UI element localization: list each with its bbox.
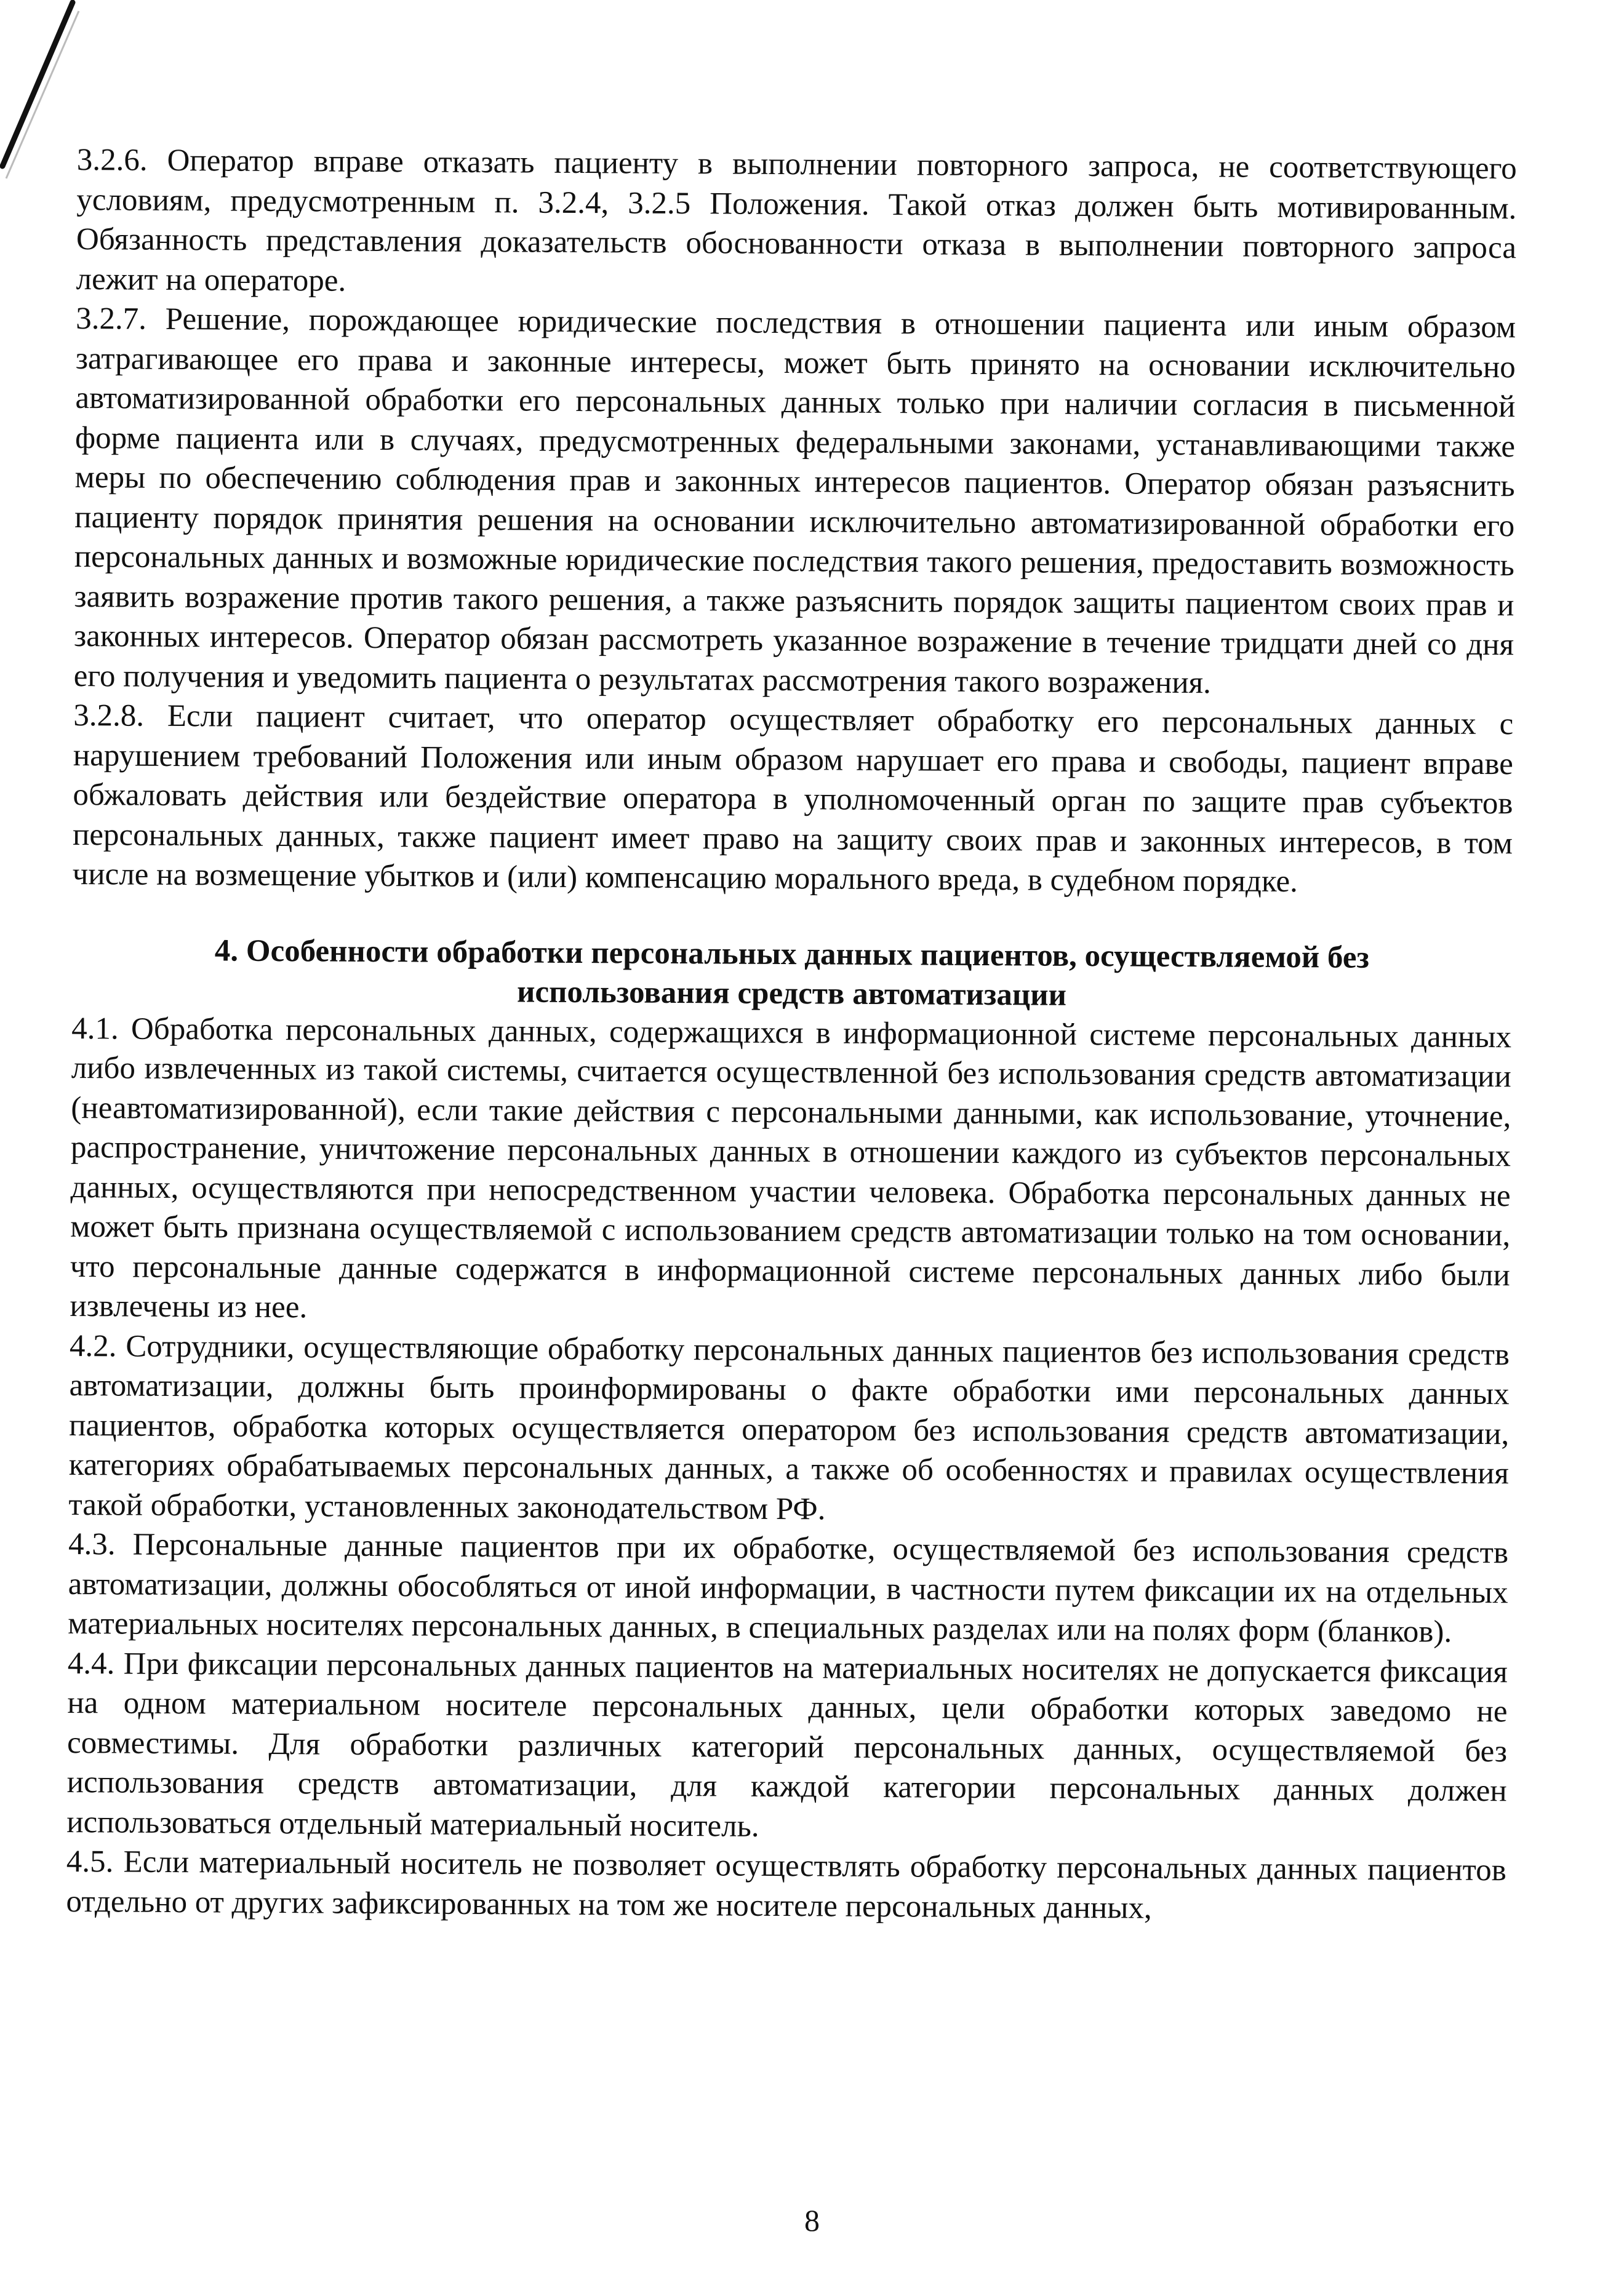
clause-4-5: 4.5. Если материальный носитель не позволяет осуществлять обработку персональных данных пациентов отдельно от других зафиксированных на том же носителе персональных данных, [66,1844,1507,1926]
clause-4-1: 4.1. Обработка персональных данных, содержащихся в информационной системе персональных данных либо извлеченных из такой системы, считается осуществленной без использования средств автоматизации (неавтоматизированной), если такие действия с персональными данными, как использование, уточнение, распространение, уничтожение персональных данных в отношении каждого из субъектов персональных данных, осуществляются при непосредственном участии человека. Обработка персональных данных не может быть признана осуществляемой с использованием средств автоматизации только на том основании, что персональные данные содержатся в информационной системе персональных данных либо были извлечены из нее. [70,1011,1512,1325]
clause-3-2-8: 3.2.8. Если пациент считает, что оператор осуществляет обработку его персональных данных с нарушением требований Положения или иным образом нарушает его права и свободы, пациент вправе обжаловать действия или бездействие оператора в уполномоченный орган по защите прав субъектов персональных данных, также пациент имеет право на защиту своих прав и законных интересов, в том числе на возмещение убытков и (или) компенсацию морального вреда, в судебном порядке. [72,698,1514,899]
document-page [66,140,1517,1930]
clause-4-3: 4.3. Персональные данные пациентов при их обработке, осуществляемой без использования средств автоматизации, должны обособляться от иной информации, в частности путем фиксации их на отдельных материальных носителях персональных данных, в специальных разделах или на полях форм (бланков). [68,1526,1509,1649]
clause-4-2: 4.2. Сотрудники, осуществляющие обработку персональных данных пациентов без использования средств автоматизации, должны быть проинформированы о факте обработки ими персональных данных пациентов, обработка которых осуществляется оператором без использования средств автоматизации, категориях обрабатываемых персональных данных, а также об особенностях и правилах осуществления такой обработки, установленных законодательством РФ. [68,1328,1510,1526]
clause-4-4: 4.4. При фиксации персональных данных пациентов на материальных носителях не допускается фиксация на одном материальном носителе персональных данных, цели обработки которых заведомо не совместимы. Для обработки различных категорий персональных данных, осуществляемой без использования средств автоматизации, для каждой категории персональных данных должен использоваться отдельный материальный носитель. [66,1646,1508,1844]
pen-stroke-mark [0,0,80,185]
clause-3-2-6: 3.2.6. Оператор вправе отказать пациенту в выполнении повторного запроса, не соответствующего условиям, предусмотренным п. 3.2.4, 3.2.5 Положения. Такой отказ должен быть мотивированным. Обязанность представления доказательств обоснованности отказа в выполнении повторного запроса лежит на операторе. [76,142,1517,298]
clause-3-2-7: 3.2.7. Решение, порождающее юридические последствия в отношении пациента или иным образом затрагивающее его права и законные интересы, может быть принято на основании исключительно автоматизированной обработки его персональных данных только при наличии согласия в письменной форме пациента или в случаях, предусмотренных федеральными законами, устанавливающими также меры по обеспечению соблюдения прав и законных интересов пациентов. Оператор обязан разъяснить пациенту порядок принятия решения на основании исключительно автоматизированной обработки его персональных данных и возможные юридические последствия такого решения, предоставить возможность заявить возражение против такого решения, а также разъяснить порядок защиты пациентом своих прав и законных интересов. Оператор обязан рассмотреть указанное возражение в течение тридцати дней со дня его получения и уведомить пациента о результатах рассмотрения такого возражения. [73,301,1516,700]
page-number: 8 [804,2203,820,2238]
section-4-heading: 4. Особенности обработки персональных данных пациентов, осуществляемой без использования средств автоматизации [214,933,1370,1013]
